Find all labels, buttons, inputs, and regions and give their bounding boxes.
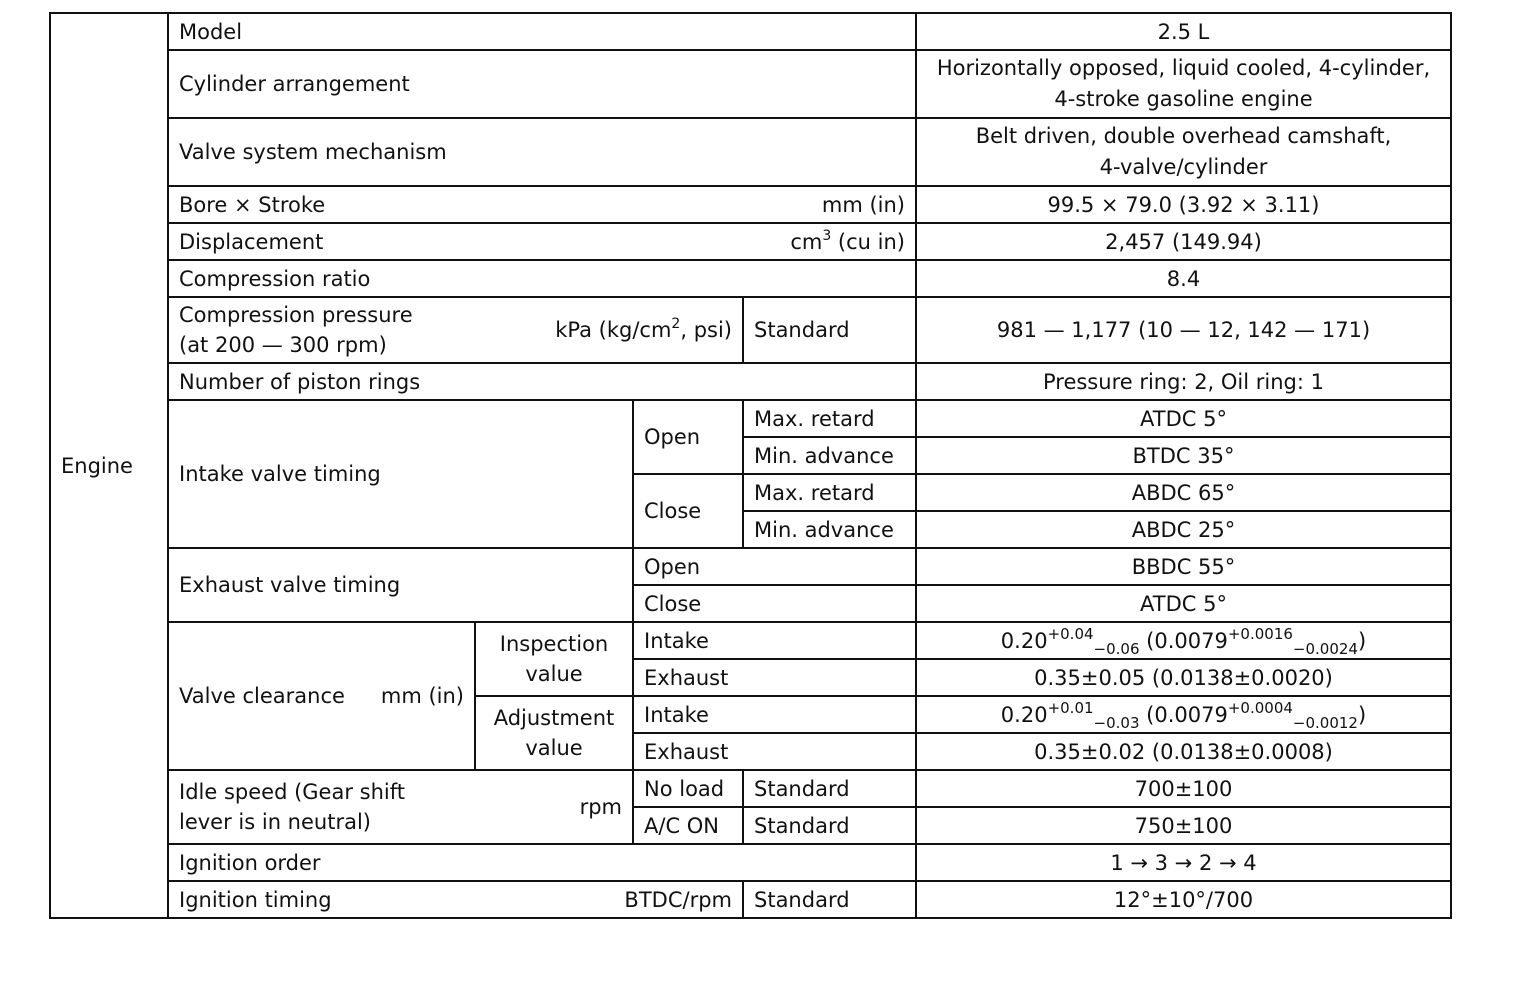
value-cylinder <box>916 50 1451 118</box>
label-compression-pressure-line2: (at 200 — 300 rpm) <box>179 333 387 357</box>
adjustment-value-label: Adjustment value <box>475 696 633 770</box>
row-ignition-order <box>50 844 1451 881</box>
value-model: 2.5 L <box>916 13 1451 50</box>
row-exhaust-open <box>50 548 1451 585</box>
row-valve-system <box>50 118 1451 186</box>
label-idle-speed-line2: lever is in neutral) <box>179 810 371 834</box>
value-valve-system-line2: 4-valve/cylinder <box>1099 155 1268 179</box>
label-compression-pressure-line1: Compression pressure <box>179 303 413 327</box>
value-compression-ratio: 8.4 <box>916 260 1451 297</box>
label-exhaust-timing: Exhaust valve timing <box>168 548 633 622</box>
row-cylinder <box>50 50 1451 118</box>
adj-exhaust-label: Exhaust <box>633 733 916 770</box>
value-piston-rings: Pressure ring: 2, Oil ring: 1 <box>916 363 1451 400</box>
engine-spec-table <box>49 12 1452 919</box>
row-displacement <box>50 223 1451 260</box>
unit-idle-speed: rpm <box>579 795 622 819</box>
insp-exhaust-value: 0.35±0.05 (0.0138±0.0020) <box>916 659 1451 696</box>
insp-intake-label: Intake <box>633 622 916 659</box>
intake-open-max-retard-value: ATDC 5° <box>916 400 1451 437</box>
value-cylinder-line1: Horizontally opposed, liquid cooled, 4-cylinder, <box>936 56 1431 80</box>
value-ignition-order: 1 → 3 → 2 → 4 <box>916 844 1451 881</box>
label-intake-timing: Intake valve timing <box>168 400 633 548</box>
row-intake-open-max <box>50 400 1451 437</box>
idle-no-load-label: No load <box>633 770 743 807</box>
intake-open-label: Open <box>633 400 743 474</box>
label-ignition-timing: Ignition timing <box>179 887 332 912</box>
label-valve-clearance: Valve clearance <box>179 684 345 708</box>
exhaust-close-label: Close <box>633 585 916 622</box>
value-compression-pressure: 981 — 1,177 (10 — 12, 142 — 171) <box>916 297 1451 363</box>
label-ignition-timing-cell <box>168 881 743 918</box>
idle-ac-on-value: 750±100 <box>916 807 1451 844</box>
adj-intake-label: Intake <box>633 696 916 733</box>
intake-open-min-advance-value: BTDC 35° <box>916 437 1451 474</box>
condition-ignition-timing: Standard <box>743 881 916 918</box>
condition-compression-pressure: Standard <box>743 297 916 363</box>
label-piston-rings: Number of piston rings <box>168 363 916 400</box>
insp-exhaust-label: Exhaust <box>633 659 916 696</box>
exhaust-close-value: ATDC 5° <box>916 585 1451 622</box>
label-valve-system: Valve system mechanism <box>168 118 916 186</box>
intake-open-min-advance-label: Min. advance <box>743 437 916 474</box>
section-label: Engine <box>50 13 168 918</box>
exhaust-open-value: BBDC 55° <box>916 548 1451 585</box>
label-compression-ratio: Compression ratio <box>168 260 916 297</box>
intake-close-max-retard-value: ABDC 65° <box>916 474 1451 511</box>
intake-close-min-advance-value: ABDC 25° <box>916 511 1451 548</box>
insp-intake-value: $0.20^{+0.04}_{-0.06}$ $(0.0079^{+0.0016}_{-0.0024})$ <box>916 622 1451 659</box>
exhaust-open-label: Open <box>633 548 916 585</box>
label-bore-stroke: Bore × Stroke <box>179 192 326 217</box>
label-idle-speed-line1: Idle speed (Gear shift <box>179 780 405 804</box>
row-compression-ratio <box>50 260 1451 297</box>
inspection-value-label: Inspection value <box>475 622 633 696</box>
idle-no-load-condition: Standard <box>743 770 916 807</box>
value-cylinder-line2: 4-stroke gasoline engine <box>1054 87 1313 111</box>
row-bore-stroke <box>50 186 1451 223</box>
value-ignition-timing: 12°±10°/700 <box>916 881 1451 918</box>
adj-intake-value: $0.20^{+0.01}_{-0.03}$ $(0.0079^{+0.0004}_{-0.0012})$ <box>916 696 1451 733</box>
unit-ignition-timing: BTDC/rpm <box>624 887 732 912</box>
value-valve-system-line1: Belt driven, double overhead camshaft, <box>975 124 1392 148</box>
label-displacement-cell <box>168 223 916 260</box>
value-displacement: 2,457 (149.94) <box>916 223 1451 260</box>
row-clearance-insp-intake <box>50 622 1451 659</box>
label-displacement: Displacement <box>179 229 324 254</box>
label-bore-stroke-cell <box>168 186 916 223</box>
row-idle-no-load <box>50 770 1451 807</box>
row-compression-pressure <box>50 297 1451 363</box>
unit-compression-pressure: kPa ($kg/cm^2$, psi) <box>555 316 732 342</box>
adj-exhaust-value: 0.35±0.02 (0.0138±0.0008) <box>916 733 1451 770</box>
row-model <box>50 13 1451 50</box>
label-ignition-order: Ignition order <box>168 844 916 881</box>
label-idle-speed-cell <box>168 770 633 844</box>
intake-close-min-advance-label: Min. advance <box>743 511 916 548</box>
row-ignition-timing <box>50 881 1451 918</box>
label-cylinder: Cylinder arrangement <box>168 50 916 118</box>
idle-ac-on-condition: Standard <box>743 807 916 844</box>
unit-bore-stroke: mm (in) <box>821 192 905 217</box>
label-model: Model <box>168 13 916 50</box>
unit-displacement: $cm^3$ (cu in) <box>790 227 905 254</box>
intake-open-max-retard-label: Max. retard <box>743 400 916 437</box>
label-compression-pressure-cell <box>168 297 743 363</box>
row-piston-rings <box>50 363 1451 400</box>
idle-no-load-value: 700±100 <box>916 770 1451 807</box>
unit-valve-clearance: mm (in) <box>380 684 464 708</box>
value-valve-system <box>916 118 1451 186</box>
idle-ac-on-label: A/C ON <box>633 807 743 844</box>
intake-close-max-retard-label: Max. retard <box>743 474 916 511</box>
label-valve-clearance-cell <box>168 622 475 770</box>
value-bore-stroke: 99.5 × 79.0 (3.92 × 3.11) <box>916 186 1451 223</box>
intake-close-label: Close <box>633 474 743 548</box>
